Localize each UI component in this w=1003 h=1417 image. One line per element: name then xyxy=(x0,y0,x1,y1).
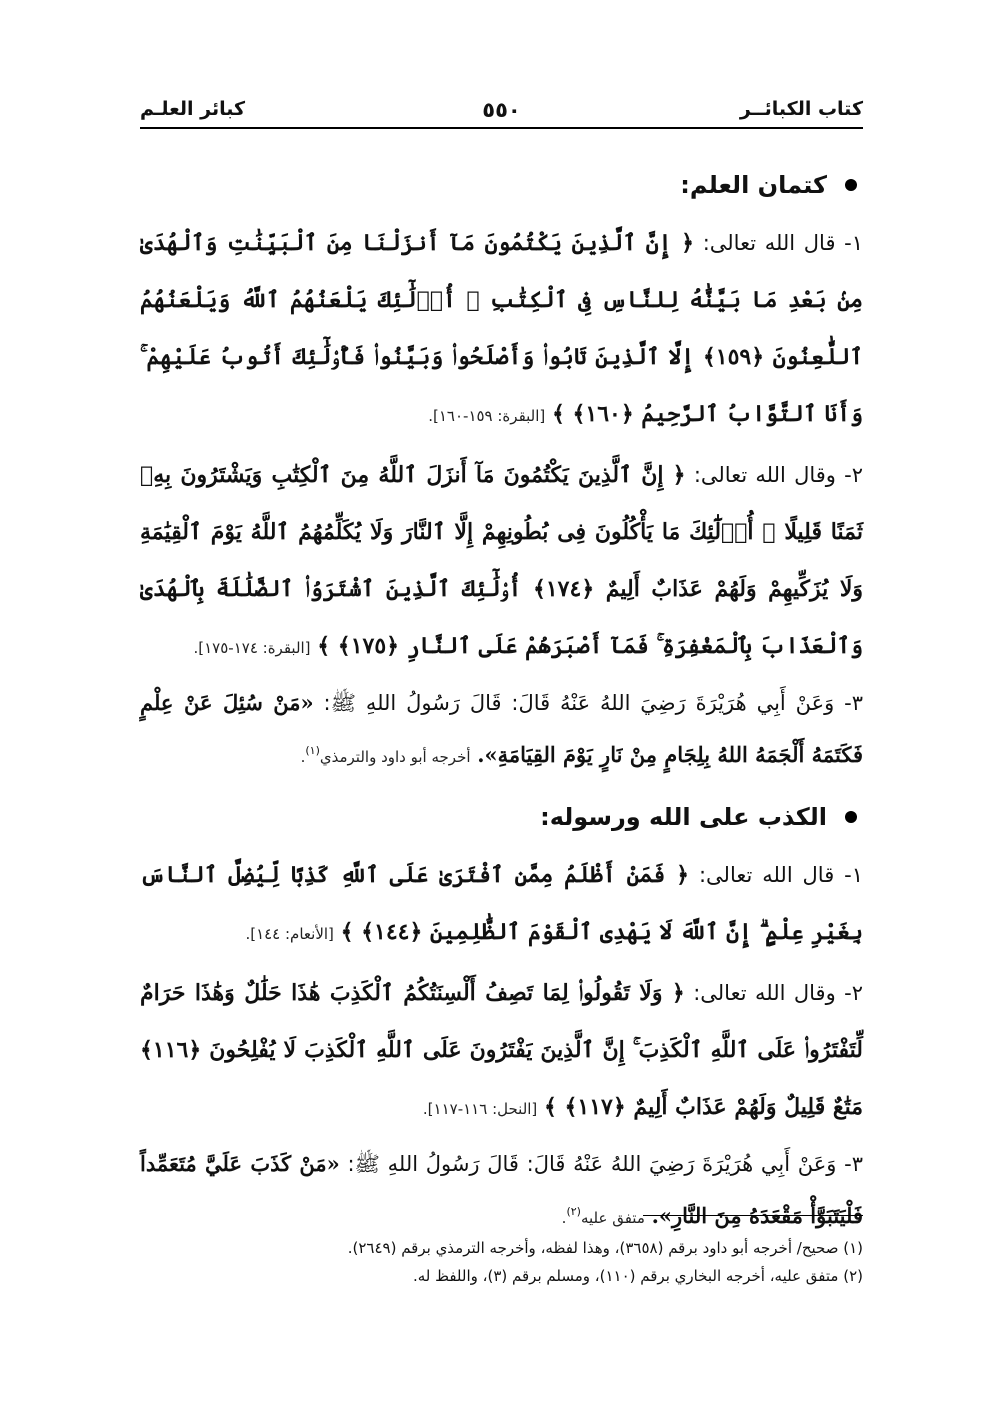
item-prefix: ٢- وقال الله تعالى: xyxy=(693,981,863,1005)
section-heading-text: الكذب على الله ورسوله: xyxy=(540,803,827,831)
header-rule xyxy=(140,127,863,129)
hadith-text: «مَنْ كَذَبَ عَلَيَّ مُتَعَمِّداً فَلْيَتَبَوَّأْ مَقْعَدَهُ مِنَ النَّارِ». xyxy=(140,1151,863,1228)
list-item xyxy=(140,447,863,677)
quran-verse: ﴿ فَمَنْ أَظْلَمُ مِمَّنِ ٱفْتَرَىٰ عَلَى ٱللَّهِ كَذِبًا لِّيُضِلَّ ٱلنَّاسَ بِغَيْرِ عِلْمٍ ۗ إِنَّ ٱللَّهَ لَا يَهْدِى ٱلْقَوْمَ ٱلظَّٰلِمِينَ ﴿١٤٤﴾ ﴾ xyxy=(140,862,863,945)
section-heading-concealing-knowledge xyxy=(140,165,863,205)
verse-reference: [البقرة: ١٥٩-١٦٠]. xyxy=(428,407,546,425)
item-prefix: ٣- وَعَنْ أَبِي هُرَيْرَةَ رَضِيَ اللهُ عَنْهُ قَالَ: قَالَ رَسُولُ اللهِ ﷺ: xyxy=(323,691,863,715)
page-number: ٥٥٠ xyxy=(482,98,521,122)
hadith-source: متفق عليه xyxy=(580,1209,645,1227)
bullet-icon xyxy=(845,179,857,191)
footnote-2: (٢) متفق عليه، أخرجه البخاري برقم (١١٠)، ومسلم برقم (٣)، واللفظ له. xyxy=(412,1267,863,1285)
verse-reference: [النحل: ١١٦-١١٧]. xyxy=(422,1100,538,1118)
quran-verse: ﴿ إِنَّ ٱلَّذِينَ يَكْتُمُونَ مَآ أَنزَلَ ٱللَّهُ مِنَ ٱلْكِتَٰبِ وَيَشْتَرُونَ بِهِۦ ثَمَنًا قَلِيلًا ۙ أُو۟لَٰٓئِكَ مَا يَأْكُلُونَ فِى بُطُونِهِمْ إِلَّا ٱلنَّارَ وَلَا يُكَلِّمُهُمُ ٱللَّهُ يَوْمَ ٱلْقِيَٰمَةِ وَلَا يُزَكِّيهِمْ وَلَهُمْ عَذَابٌ أَلِيمٌ ﴿١٧٤﴾ أُو۟لَٰٓئِكَ ٱلَّذِينَ ٱشْتَرَوُا۟ ٱلضَّلَٰلَةَ بِٱلْهُدَىٰ وَٱلْعَذَابَ بِٱلْمَغْفِرَةِ ۚ فَمَآ أَصْبَرَهُمْ عَلَى ٱلنَّارِ ﴿١٧٥﴾ ﴾ xyxy=(140,462,863,659)
book-title: كتاب الكبائــر xyxy=(739,98,863,120)
running-header xyxy=(140,98,863,128)
footnote-separator xyxy=(643,1215,863,1216)
list-item xyxy=(140,847,863,963)
section-title: كبائر العلـم xyxy=(140,98,246,120)
hadith-text: «مَنْ سُئِلَ عَنْ عِلْمٍ فَكَتَمَهُ أَلْجَمَهُ اللهُ بِلِجَامٍ مِنْ نَارٍ يَوْمَ القِيَامَةِ». xyxy=(140,690,863,767)
verse-reference: [البقرة: ١٧٤-١٧٥]. xyxy=(193,639,311,657)
item-prefix: ١- قال الله تعالى: xyxy=(702,231,863,255)
section-heading-text: كتمان العلم: xyxy=(680,171,827,199)
item-prefix: ١- قال الله تعالى: xyxy=(698,863,863,887)
footnote-marker[interactable]: (١) xyxy=(305,744,320,757)
bullet-icon xyxy=(845,811,857,823)
footnote-marker[interactable]: (٢) xyxy=(566,1205,581,1218)
page-body xyxy=(140,165,863,1244)
list-item xyxy=(140,215,863,445)
footnote-1: (١) صحيح/ أخرجه أبو داود برقم (٣٦٥٨)، وهذا لفظه، وأخرجه الترمذي برقم (٢٦٤٩). xyxy=(347,1239,863,1257)
section-heading-lying-about-god xyxy=(140,797,863,837)
list-item: ٣- وَعَنْ أَبِي هُرَيْرَةَ رَضِيَ اللهُ عَنْهُ قَالَ: قَالَ رَسُولُ اللهِ ﷺ: «مَنْ كَذَبَ عَلَيَّ مُتَعَمِّداً فَلْيَتَبَوَّأْ مَقْعَدَهُ مِنَ النَّارِ». متفق عليه$^{(٢)}$. xyxy=(140,1151,863,1228)
list-item: ٣- وَعَنْ أَبِي هُرَيْرَةَ رَضِيَ اللهُ عَنْهُ قَالَ: قَالَ رَسُولُ اللهِ ﷺ: «مَنْ سُئِلَ عَنْ عِلْمٍ فَكَتَمَهُ أَلْجَمَهُ اللهُ بِلِجَامٍ مِنْ نَارٍ يَوْمَ القِيَامَةِ». أخرجه أبو داود والترمذي$^{(١)}$. xyxy=(140,690,863,767)
quran-verse: ﴿ وَلَا تَقُولُوا۟ لِمَا تَصِفُ أَلْسِنَتُكُمُ ٱلْكَذِبَ هَٰذَا حَلَٰلٌ وَهَٰذَا حَرَامٌ لِّتَفْتَرُوا۟ عَلَى ٱللَّهِ ٱلْكَذِبَ ۚ إِنَّ ٱلَّذِينَ يَفْتَرُونَ عَلَى ٱللَّهِ ٱلْكَذِبَ لَا يُفْلِحُونَ ﴿١١٦﴾ مَتَٰعٌ قَلِيلٌ وَلَهُمْ عَذَابٌ أَلِيمٌ ﴿١١٧﴾ ﴾ xyxy=(140,980,863,1120)
hadith-source: أخرجه أبو داود والترمذي xyxy=(319,748,471,766)
item-prefix: ٣- وَعَنْ أَبِي هُرَيْرَةَ رَضِيَ اللهُ عَنْهُ قَالَ: قَالَ رَسُولُ اللهِ ﷺ: xyxy=(347,1152,863,1176)
item-prefix: ٢- وقال الله تعالى: xyxy=(693,463,863,487)
verse-reference: [الأنعام: ١٤٤]. xyxy=(245,925,334,943)
list-item xyxy=(140,965,863,1138)
footnotes xyxy=(140,1234,863,1290)
quran-verse: ﴿ إِنَّ ٱلَّذِينَ يَكْتُمُونَ مَآ أَنزَلْنَا مِنَ ٱلْبَيِّنَٰتِ وَٱلْهُدَىٰ مِنۢ بَعْدِ مَا بَيَّنَّٰهُ لِلنَّاسِ فِى ٱلْكِتَٰبِ ۙ أُو۟لَٰٓئِكَ يَلْعَنُهُمُ ٱللَّهُ وَيَلْعَنُهُمُ ٱللَّٰعِنُونَ ﴿١٥٩﴾ إِلَّا ٱلَّذِينَ تَابُوا۟ وَأَصْلَحُوا۟ وَبَيَّنُوا۟ فَأُو۟لَٰٓئِكَ أَتُوبُ عَلَيْهِمْ ۚ وَأَنَا ٱلتَّوَّابُ ٱلرَّحِيمُ ﴿١٦٠﴾ ﴾ xyxy=(140,230,863,427)
